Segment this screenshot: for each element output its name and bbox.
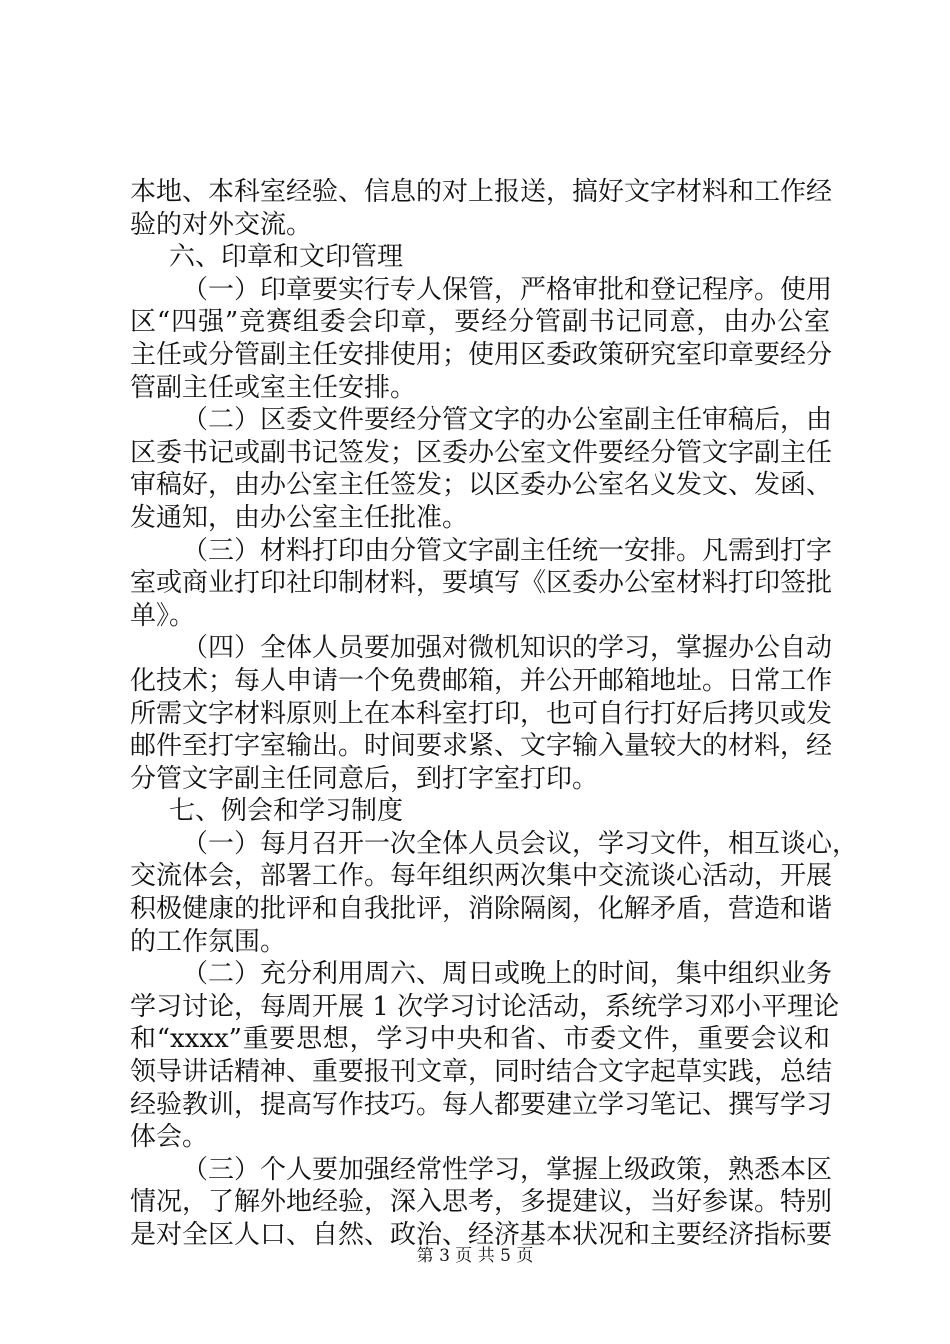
text-line: 经验教训，提高写作技巧。每人都要建立学习笔记、撰写学习 xyxy=(130,1089,833,1120)
text-line: 验的对外交流。 xyxy=(130,209,313,240)
text-line: （一）印章要实行专人保管，严格审批和登记程序。使用 xyxy=(182,274,833,305)
text-line: 体会。 xyxy=(130,1122,209,1153)
text-line: 区委书记或副书记签发；区委办公室文件要经分管文字副主任 xyxy=(130,437,833,468)
text-line: 六、印章和文印管理 xyxy=(169,242,404,273)
text-line: 分管文字副主任同意后，到打字室打印。 xyxy=(130,763,599,794)
text-line: 室或商业打印社印制材料，要填写《区委办公室材料打印签批 xyxy=(130,568,833,599)
page-footer: 第 3 页 共 5 页 xyxy=(416,1246,534,1266)
text-line: 是对全区人口、自然、政治、经济基本状况和主要经济指标要 xyxy=(130,1220,833,1250)
text-line: 的工作氛围。 xyxy=(130,926,287,957)
text-line: 主任或分管副主任安排使用；使用区委政策研究室印章要经分 xyxy=(130,339,833,370)
text-line: 单》。 xyxy=(130,600,196,631)
text-line: 邮件至打字室输出。时间要求紧、文字输入量较大的材料，经 xyxy=(130,731,833,762)
text-line: 管副主任或室主任安排。 xyxy=(130,372,417,403)
text-line: 积极健康的批评和自我批评，消除隔阂，化解矛盾，营造和谐 xyxy=(130,894,833,925)
text-line: 化技术；每人申请一个免费邮箱，并公开邮箱地址。日常工作 xyxy=(130,665,833,696)
text-line: 所需文字材料原则上在本科室打印，也可自行打好后拷贝或发 xyxy=(130,698,833,729)
text-line: 发通知，由办公室主任批准。 xyxy=(130,502,469,533)
text-line: （二）区委文件要经分管文字的办公室副主任审稿后，由 xyxy=(182,405,833,436)
text-line: 情况，了解外地经验，深入思考，多提建议，当好参谋。特别 xyxy=(130,1187,833,1218)
text-line: （一）每月召开一次全体人员会议，学习文件，相互谈心， xyxy=(182,828,859,859)
text-line: 领导讲话精神、重要报刊文章，同时结合文字起草实践，总结 xyxy=(130,1057,833,1088)
text-line: （四）全体人员要加强对微机知识的学习，掌握办公自动 xyxy=(182,633,833,664)
text-line: 和“xxxx”重要思想，学习中央和省、市委文件，重要会议和 xyxy=(130,1024,830,1055)
document-body xyxy=(130,176,859,1252)
text-line: （二）充分利用周六、周日或晚上的时间，集中组织业务 xyxy=(182,959,833,990)
text-line: 七、例会和学习制度 xyxy=(169,796,404,827)
text-line: 交流体会，部署工作。每年组织两次集中交流谈心活动，开展 xyxy=(130,861,833,892)
text-line: 区“四强”竞赛组委会印章，要经分管副书记同意，由办公室 xyxy=(130,307,830,338)
text-line: （三）个人要加强经常性学习，掌握上级政策，熟悉本区 xyxy=(182,1154,833,1185)
text-line: 学习讨论，每周开展 1 次学习讨论活动，系统学习邓小平理论 xyxy=(130,991,840,1022)
text-line: （三）材料打印由分管文字副主任统一安排。凡需到打字 xyxy=(182,535,833,566)
text-line: 审稿好，由办公室主任签发；以区委办公室名义发文、发函、 xyxy=(130,470,833,501)
text-line: 本地、本科室经验、信息的对上报送，搞好文字材料和工作经 xyxy=(130,177,833,207)
